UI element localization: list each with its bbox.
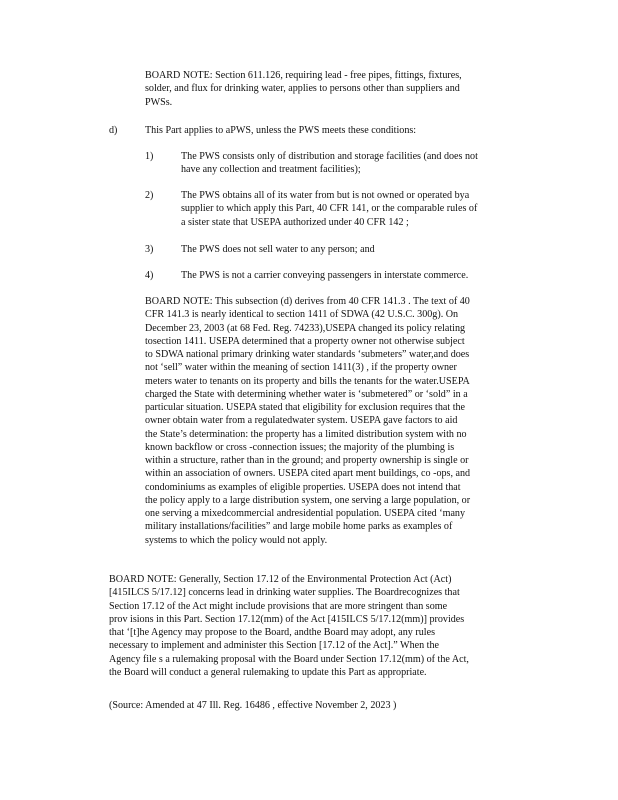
text-line: not ‘sell” water within the meaning of section 1411(3) , if the property owner (145, 362, 457, 374)
condition-4-label: 4) (145, 270, 154, 281)
item-d-label: d) (109, 125, 118, 136)
board-note-lead-free (145, 69, 519, 109)
text-line: Agency file s a rulemaking proposal with the Board under Section 17.12(mm) of the Act, (109, 653, 469, 665)
condition-1-label: 1) (145, 151, 154, 162)
text-line: charged the State with determining whether water is ‘submetered” or ‘sold” in a (145, 388, 468, 400)
text-line: BOARD NOTE: Section 611.126, requiring lead - free pipes, fittings, fixtures, (145, 70, 462, 81)
board-note-general (109, 573, 533, 679)
condition-1-text (181, 150, 535, 177)
text-line: meters water to tenants on its property and bills the tenants for the water.USEPA (145, 375, 470, 387)
text-line: BOARD NOTE: This subsection (d) derives from 40 CFR 141.3 . The text of 40 (145, 296, 470, 307)
text-line: have any collection and treatment facilities); (181, 164, 361, 176)
text-line: the Board will conduct a general rulemaking to update this Part as appropriate. (109, 666, 427, 678)
text-line: within an association of owners. USEPA cited apart ment buildings, co -ops, and (145, 468, 471, 480)
text-line: systems to which the policy would not apply. (145, 534, 328, 546)
text-line: military installations/facilities” and large mobile home parks as examples of (145, 521, 453, 533)
text-line: PWSs. (145, 96, 173, 108)
text-line: The PWS does not sell water to any person; and (181, 244, 375, 255)
condition-3-label: 3) (145, 244, 154, 255)
text-line: December 23, 2003 (at 68 Fed. Reg. 74233),USEPA changed its policy relating (145, 322, 466, 334)
text-line: the policy apply to a large distribution system, one serving a large population, or (145, 494, 471, 506)
text-line: that ‘[t]he Agency may propose to the Board, andthe Board may adopt, any rules (109, 627, 435, 638)
condition-4-text (181, 269, 521, 282)
text-line: known backflow or cross -connection issues; the majority of the plumbing is (145, 441, 455, 453)
text-line: [415ILCS 5/17.12] concerns lead in drinking water supplies. The Boardrecognizes that (109, 587, 460, 599)
text-line: Section 17.12 of the Act might include provisions that are more stringent than some (109, 600, 448, 612)
text-line: solder, and flux for drinking water, applies to persons other than suppliers and (145, 83, 460, 95)
condition-2-text (181, 189, 531, 229)
text-line: tosection 1411. USEPA determined that a property owner not otherwise subject (145, 335, 465, 347)
condition-2-label: 2) (145, 190, 154, 201)
text-line: The PWS obtains all of its water from but is not owned or operated bya (181, 190, 470, 201)
source-citation: (Source: Amended at 47 Ill. Reg. 16486 , effective November 2, 2023 ) (109, 700, 397, 711)
text-line: a sister state that USEPA authorized under 40 CFR 142 ; (181, 216, 409, 228)
text-line: BOARD NOTE: Generally, Section 17.12 of the Environmental Protection Act (Act) (109, 574, 452, 585)
board-note-subsection (145, 295, 531, 547)
text-line: CFR 141.3 is nearly identical to section 1411 of SDWA (42 U.S.C. 300g). On (145, 309, 459, 321)
text-line: The PWS consists only of distribution and storage facilities (and does not (181, 151, 478, 162)
text-line: prov isions in this Part. Section 17.12(mm) of the Act [415ILCS 5/17.12(mm)] provides (109, 613, 465, 625)
text-line: within a structure, rather than in the ground; and property ownership is single or (145, 455, 469, 466)
text-line: The PWS is not a carrier conveying passengers in interstate commerce. (181, 270, 469, 281)
text-line: the State’s determination: the property has a limited distribution system with no (145, 428, 467, 440)
text-line: supplier to which apply this Part, 40 CFR 141, or the comparable rules of (181, 203, 478, 215)
condition-3-text (181, 243, 521, 256)
text-line: condominiums as examples of eligible properties. USEPA does not intend that (145, 481, 461, 493)
text-line: to SDWA national primary drinking water standards ‘submeters” water,and does (145, 349, 470, 360)
text-line: one serving a mixedcommercial andresidential population. USEPA cited ‘many (145, 508, 466, 519)
text-line: necessary to implement and administer this Section [17.12 of the Act].” When the (109, 640, 440, 652)
item-d-text: This Part applies to aPWS, unless the PWS meets these conditions: (145, 125, 417, 136)
text-line: particular situation. USEPA stated that eligibility for exclusion requires that the (145, 402, 466, 413)
text-line: owner obtain water from a regulatedwater system. USEPA gave factors to aid (145, 415, 458, 427)
